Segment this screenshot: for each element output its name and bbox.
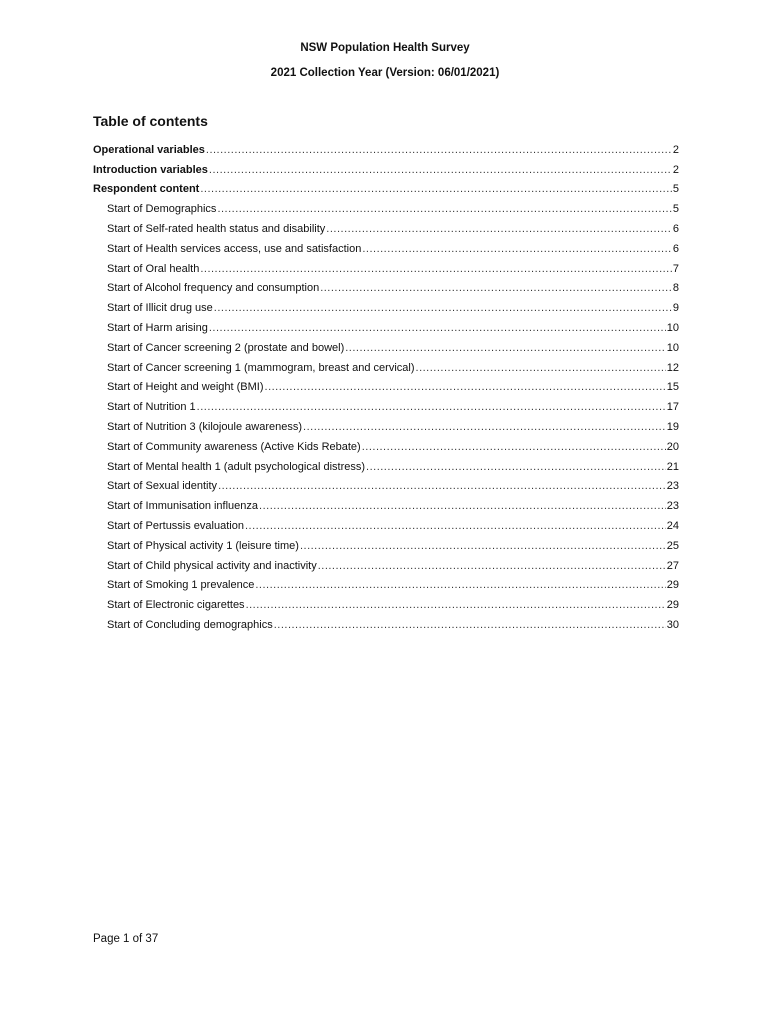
- dot-leader: [209, 321, 666, 335]
- toc-entry-label: Start of Oral health: [107, 262, 200, 275]
- toc-entry-label: Start of Alcohol frequency and consumption: [107, 282, 320, 295]
- toc-entry[interactable]: [93, 533, 679, 553]
- toc-entry-label: Start of Illicit drug use: [107, 302, 213, 315]
- toc-entry-label: Start of Smoking 1 prevalence: [107, 579, 255, 592]
- toc-entry[interactable]: [93, 216, 679, 236]
- toc-entry-page-number: 10: [666, 341, 679, 354]
- toc-entry-label: Respondent content: [93, 183, 200, 196]
- toc-entry-label: Start of Concluding demographics: [107, 618, 273, 631]
- toc-entry[interactable]: [93, 434, 679, 454]
- document-title: NSW Population Health Survey: [300, 42, 470, 54]
- toc-entry-page-number: 19: [666, 420, 679, 433]
- toc-entry-page-number: 10: [666, 321, 679, 334]
- toc-entry[interactable]: [93, 256, 679, 276]
- dot-leader: [303, 420, 666, 434]
- toc-entry-label: Start of Physical activity 1 (leisure time): [107, 539, 299, 552]
- toc-entry-page-number: 20: [666, 440, 679, 453]
- dot-leader: [200, 262, 672, 276]
- toc-entry[interactable]: [93, 315, 679, 335]
- toc-entry[interactable]: [93, 454, 679, 474]
- toc-entry-label: Start of Cancer screening 2 (prostate and bowel): [107, 341, 345, 354]
- toc-entry-page-number: 15: [666, 381, 679, 394]
- toc-entry-page-number: 23: [666, 480, 679, 493]
- toc-entry-label: Start of Mental health 1 (adult psychological distress): [107, 460, 366, 473]
- toc-entry-label: Start of Height and weight (BMI): [107, 381, 264, 394]
- toc-entry-page-number: 30: [666, 618, 679, 631]
- toc-entry-label: Start of Child physical activity and inactivity: [107, 559, 317, 572]
- toc-entry-page-number: 21: [666, 460, 679, 473]
- dot-leader: [345, 341, 666, 355]
- toc-entry[interactable]: [93, 493, 679, 513]
- toc-entry[interactable]: [93, 355, 679, 375]
- toc-entry-page-number: 23: [666, 500, 679, 513]
- dot-leader: [326, 222, 672, 236]
- dot-leader: [197, 400, 666, 414]
- toc-entry-page-number: 24: [666, 519, 679, 532]
- toc-entry-page-number: 12: [666, 361, 679, 374]
- toc-entry-page-number: 7: [672, 262, 679, 275]
- toc-entry-label: Start of Pertussis evaluation: [107, 519, 244, 532]
- toc-entry-page-number: 5: [672, 183, 679, 196]
- toc-entry[interactable]: [93, 375, 679, 395]
- toc-entry[interactable]: [93, 553, 679, 573]
- toc-entry-page-number: 17: [666, 401, 679, 414]
- toc-entry-label: Start of Nutrition 1: [107, 401, 196, 414]
- toc-entry[interactable]: [93, 394, 679, 414]
- dot-leader: [246, 598, 666, 612]
- toc-entry-page-number: 25: [666, 539, 679, 552]
- toc-entry-label: Start of Harm arising: [107, 321, 208, 334]
- toc-entry[interactable]: [93, 295, 679, 315]
- dot-leader: [265, 380, 666, 394]
- toc-entry-label: Start of Nutrition 3 (kilojoule awareness): [107, 420, 303, 433]
- dot-leader: [206, 143, 672, 157]
- dot-leader: [255, 578, 665, 592]
- toc-entry[interactable]: [93, 236, 679, 256]
- toc-entry-page-number: 6: [672, 242, 679, 255]
- toc-entry-label: Introduction variables: [93, 163, 208, 176]
- toc-entry-page-number: 5: [672, 203, 679, 216]
- dot-leader: [209, 163, 672, 177]
- toc-entry[interactable]: [93, 137, 679, 157]
- dot-leader: [300, 539, 666, 553]
- page-footer: Page 1 of 37: [93, 933, 159, 945]
- document-subtitle: 2021 Collection Year (Version: 06/01/2021): [270, 67, 500, 79]
- toc-entry-label: Start of Community awareness (Active Kids Rebate): [107, 440, 361, 453]
- toc-entry[interactable]: [93, 592, 679, 612]
- toc-entry[interactable]: [93, 573, 679, 593]
- dot-leader: [217, 202, 671, 216]
- toc-entry-label: Start of Self-rated health status and disability: [107, 222, 326, 235]
- dot-leader: [200, 182, 672, 196]
- dot-leader: [362, 440, 666, 454]
- dot-leader: [245, 519, 666, 533]
- toc-entry-page-number: 2: [672, 143, 679, 156]
- toc-entry[interactable]: [93, 513, 679, 533]
- toc-entry-label: Start of Health services access, use and satisfaction: [107, 242, 362, 255]
- toc-entry-label: Start of Cancer screening 1 (mammogram, breast and cervical): [107, 361, 415, 374]
- dot-leader: [214, 301, 672, 315]
- dot-leader: [416, 361, 666, 375]
- toc-entry-label: Start of Sexual identity: [107, 480, 218, 493]
- toc-entry-label: Operational variables: [93, 143, 205, 156]
- toc-entry[interactable]: [93, 474, 679, 494]
- toc-heading: Table of contents: [93, 113, 208, 129]
- toc-entry-page-number: 8: [672, 282, 679, 295]
- toc-entry[interactable]: [93, 276, 679, 296]
- dot-leader: [259, 499, 666, 513]
- toc-entry-label: Start of Immunisation influenza: [107, 500, 259, 513]
- dot-leader: [218, 479, 666, 493]
- dot-leader: [320, 281, 672, 295]
- dot-leader: [366, 460, 666, 474]
- toc-entry-page-number: 27: [666, 559, 679, 572]
- dot-leader: [362, 242, 672, 256]
- toc-entry[interactable]: [93, 335, 679, 355]
- dot-leader: [274, 618, 666, 632]
- toc-entry-page-number: 9: [672, 302, 679, 315]
- table-of-contents: [93, 137, 679, 632]
- toc-entry[interactable]: [93, 414, 679, 434]
- toc-entry[interactable]: [93, 612, 679, 632]
- toc-entry-page-number: 29: [666, 599, 679, 612]
- toc-entry-label: Start of Demographics: [107, 203, 217, 216]
- toc-entry-label: Start of Electronic cigarettes: [107, 599, 245, 612]
- toc-entry-page-number: 29: [666, 579, 679, 592]
- toc-entry-page-number: 6: [672, 222, 679, 235]
- toc-entry[interactable]: [93, 196, 679, 216]
- toc-entry[interactable]: [93, 157, 679, 177]
- toc-entry-page-number: 2: [672, 163, 679, 176]
- dot-leader: [318, 559, 666, 573]
- toc-entry[interactable]: [93, 177, 679, 197]
